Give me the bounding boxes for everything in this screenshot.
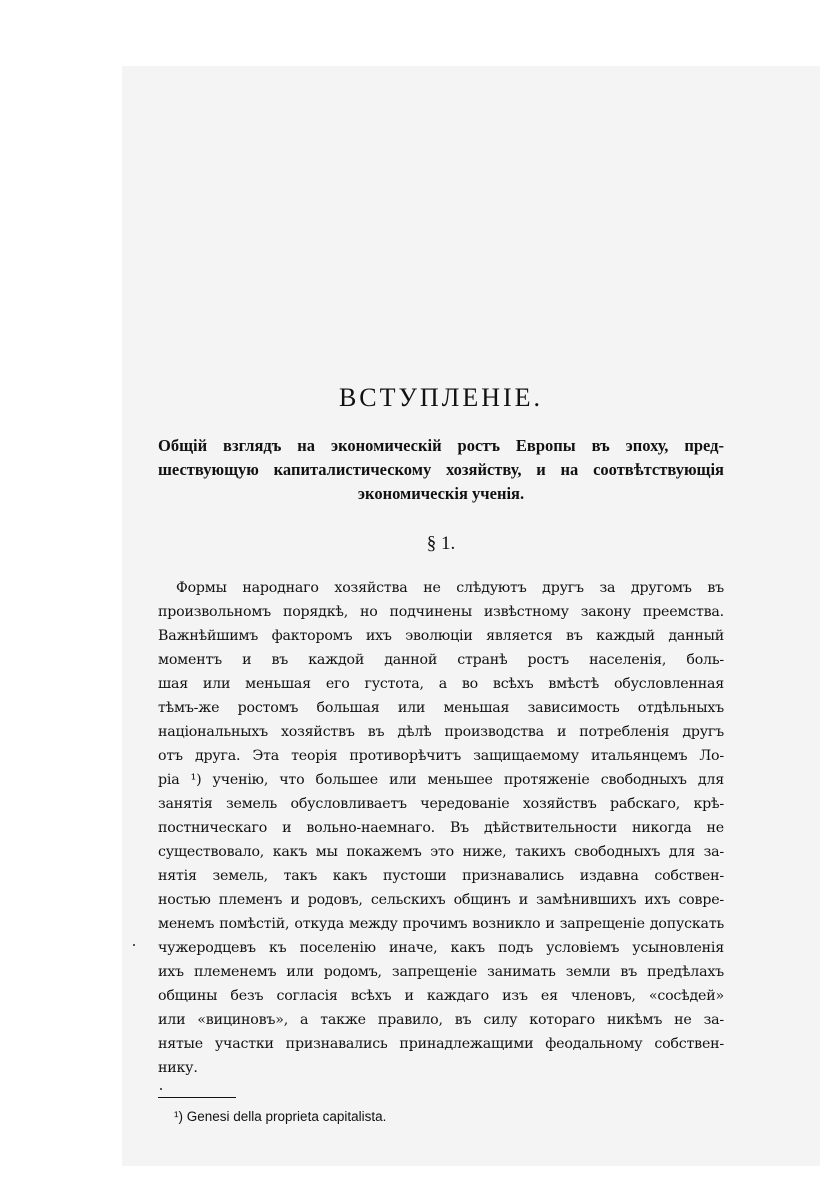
paragraph-line: нятые участки признавались принадлежащими феодальному собствен- bbox=[158, 1036, 724, 1052]
paragraph-line: общины безъ согласія всѣхъ и каждаго изъ ея членовъ, «сосѣдей» bbox=[158, 988, 724, 1004]
paragraph-line: постническаго и вольно-наемнаго. Въ дѣйствительности никогда не bbox=[158, 820, 724, 836]
paragraph-line: произвольномъ порядкѣ, но подчинены извѣстному закону преемства. bbox=[158, 604, 724, 620]
paragraph-line: тѣмъ-же ростомъ большая или меньшая зависимость отдѣльныхъ bbox=[158, 700, 724, 716]
scan-speck bbox=[133, 944, 135, 946]
paragraph-line: отъ друга. Эта теорія противорѣчитъ защищаемому итальянцемъ Ло- bbox=[158, 748, 724, 764]
scan-speck bbox=[160, 1088, 162, 1090]
subtitle-line: Общій взглядъ на экономическій ростъ Европы въ эпоху, пред- bbox=[158, 436, 724, 455]
subtitle-line: экономическія ученія. bbox=[357, 484, 525, 503]
paragraph-line: нятія земель, такъ какъ пустоши признавались издавна собствен- bbox=[158, 868, 724, 884]
paragraph-line: занятія земель обусловливаетъ чередованіе хозяйствъ рабскаго, крѣ- bbox=[158, 796, 724, 812]
paragraph-line: нику. bbox=[158, 1060, 198, 1076]
paragraph-line: моментъ и въ каждой данной странѣ ростъ населенія, боль- bbox=[158, 652, 724, 668]
paragraph-line: существовало, какъ мы покажемъ это ниже, такихъ свободныхъ для за- bbox=[158, 844, 724, 860]
section-number: § 1. bbox=[426, 533, 456, 554]
chapter-title: ВСТУПЛЕНІЕ. bbox=[338, 383, 544, 412]
paragraph-line: или «вициновъ», а также правило, въ силу котораго никѣмъ не за- bbox=[158, 1012, 724, 1028]
paragraph-line: національныхъ хозяйствъ въ дѣлѣ производства и потребленія другъ bbox=[158, 724, 724, 740]
paragraph-line: Формы народнаго хозяйства не слѣдуютъ другъ за другомъ въ bbox=[176, 580, 724, 596]
paragraph-line: чужеродцевъ къ поселенію иначе, какъ подъ условіемъ усыновленія bbox=[158, 940, 724, 956]
footnote-divider bbox=[158, 1097, 236, 1098]
paragraph-line: ріа ¹) ученію, что большее или меньшее протяженіе свободныхъ для bbox=[158, 772, 724, 788]
footnote: ¹) Genesi della proprieta capitalista. bbox=[174, 1109, 387, 1124]
chapter-subtitle bbox=[158, 434, 724, 506]
paragraph-line: шая или меньшая его густота, а во всѣхъ вмѣстѣ обусловленная bbox=[158, 676, 724, 692]
subtitle-line: шествующую капиталистическому хозяйству, и на соотвѣтствующія bbox=[158, 460, 724, 479]
body-paragraph bbox=[158, 576, 724, 1080]
book-page bbox=[158, 380, 724, 1128]
paragraph-line: ностью племенъ и родовъ, сельскихъ общинъ и замѣнившихъ ихъ совре- bbox=[158, 892, 724, 908]
paragraph-line: ихъ племенемъ или родомъ, запрещеніе занимать земли въ предѣлахъ bbox=[158, 964, 724, 980]
paragraph-line: менемъ помѣстій, откуда между прочимъ возникло и запрещеніе допускать bbox=[158, 916, 724, 932]
paragraph-line: Важнѣйшимъ факторомъ ихъ эволюціи является въ каждый данный bbox=[158, 628, 724, 644]
